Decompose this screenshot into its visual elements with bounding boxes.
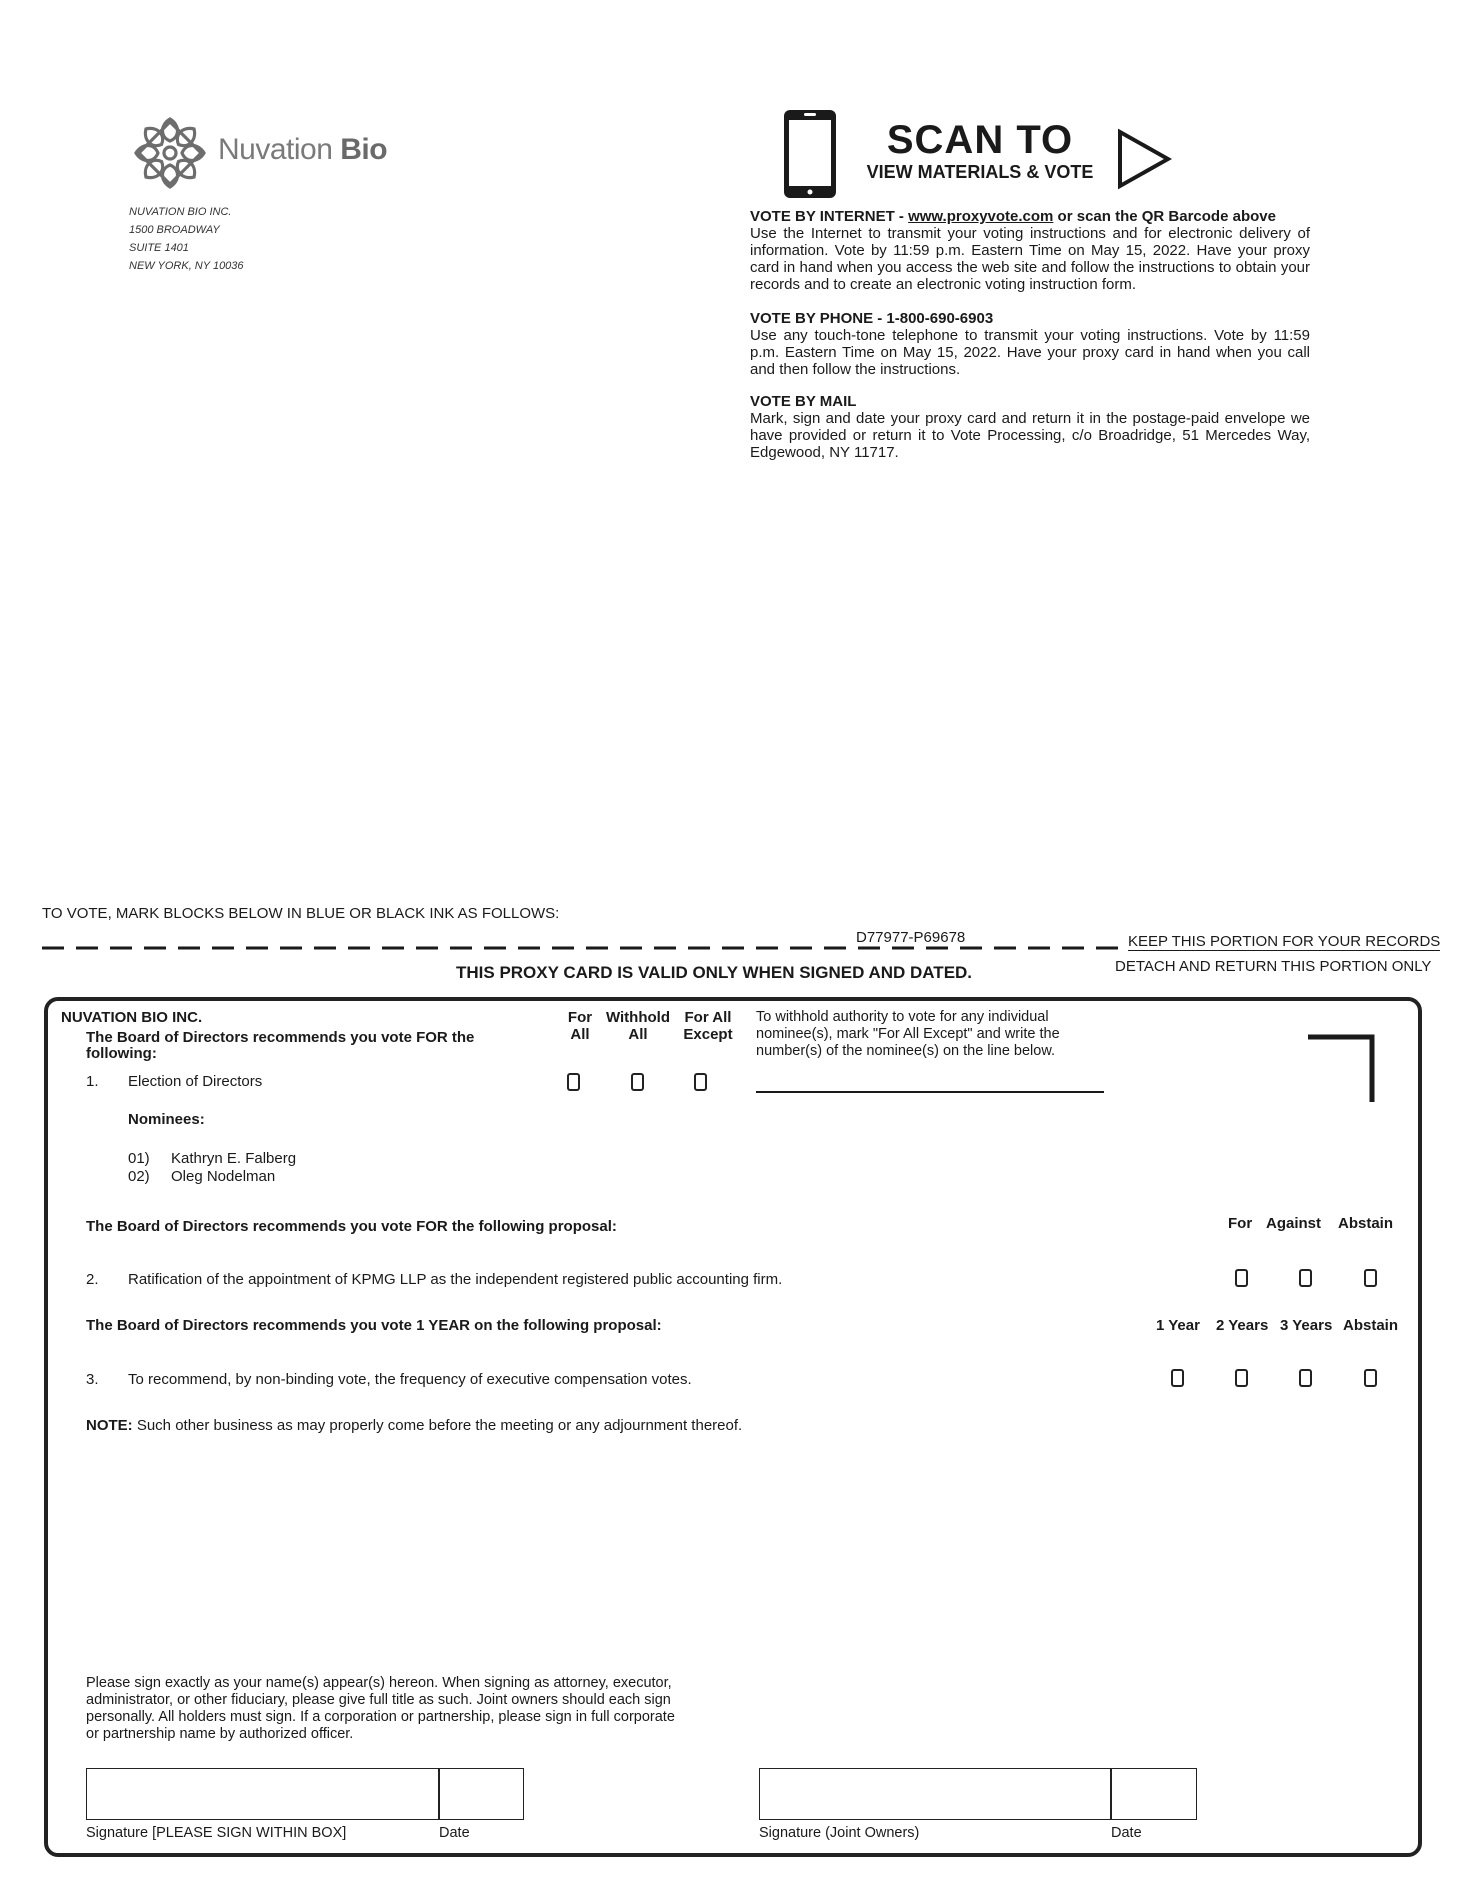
rec1-line2: following:: [86, 1045, 157, 1062]
col-1-year: 1 Year: [1156, 1317, 1200, 1334]
checkbox-item2-for[interactable]: [1235, 1269, 1248, 1287]
joint-date-label: Date: [1111, 1825, 1142, 1841]
valid-notice: THIS PROXY CARD IS VALID ONLY WHEN SIGNED AND DATED.: [456, 963, 973, 982]
signature-date-divider: [438, 1768, 440, 1820]
item2-number: 2.: [86, 1271, 99, 1288]
detach-line: [42, 946, 1124, 950]
control-number: D77977-P69678: [856, 929, 966, 946]
checkbox-for-all-except[interactable]: [694, 1073, 707, 1091]
col-for-all: [560, 1009, 600, 1043]
proxyvote-link[interactable]: www.proxyvote.com: [908, 208, 1054, 225]
withhold-note-line: To withhold authority to vote for any individual: [756, 1009, 1049, 1025]
sign-instructions-line: or partnership name by authorized officer.: [86, 1726, 354, 1742]
col-for-all-except: [668, 1009, 748, 1043]
item3-text: To recommend, by non-binding vote, the frequency of executive compensation votes.: [128, 1371, 692, 1388]
vote-by-internet: [750, 208, 1310, 293]
vote-by-phone: [750, 310, 1310, 378]
checkbox-for-all[interactable]: [567, 1073, 580, 1091]
vote-mail-body: Mark, sign and date your proxy card and return it in the postage-paid envelope we have provided or return it to Vote Processing, c/o Broadridge, 51 Mercedes Way, Edgewood, NY 11717.: [750, 410, 1310, 461]
rec3: The Board of Directors recommends you vote 1 YEAR on the following proposal:: [86, 1317, 662, 1334]
withhold-note-line: number(s) of the nominee(s) on the line below.: [756, 1043, 1056, 1059]
address-line: SUITE 1401: [129, 242, 189, 254]
rec2: The Board of Directors recommends you vote FOR the following proposal:: [86, 1218, 617, 1235]
col-abstain: Abstain: [1338, 1215, 1394, 1232]
sign-instructions: [86, 1675, 675, 1743]
vote-by-mail: [750, 393, 1310, 461]
col-for-all-line2: All: [570, 1026, 590, 1043]
logo-name-light: Nuvation: [218, 133, 333, 166]
item1-text: Election of Directors: [128, 1073, 263, 1090]
checkbox-item3-abstain[interactable]: [1364, 1369, 1377, 1387]
rec1-line1: The Board of Directors recommends you vote FOR the: [86, 1029, 475, 1046]
ballot-card: [44, 997, 1422, 1857]
except-write-in-line[interactable]: [756, 1091, 1104, 1093]
item1-number: 1.: [86, 1073, 99, 1090]
col-3-years: 3 Years: [1280, 1317, 1333, 1334]
address-line: 1500 BROADWAY: [129, 224, 220, 236]
col-withhold-all: [598, 1009, 678, 1043]
vote-phone-body: Use any touch-tone telephone to transmit your voting instructions. Vote by 11:59 p.m. Eastern Time on May 15, 2022. Have your proxy card in hand when you call and then follow the instructions.: [750, 327, 1310, 378]
note: [86, 1417, 742, 1434]
col-abstain-item3: Abstain: [1343, 1317, 1399, 1334]
withhold-note-line: nominee(s), mark "For All Except" and write the: [756, 1026, 1060, 1042]
logo-name-bold: Bio: [340, 133, 388, 166]
company-address: [129, 203, 244, 275]
address-line: NEW YORK, NY 10036: [129, 260, 244, 272]
checkbox-item3-1-year[interactable]: [1171, 1369, 1184, 1387]
address-line: NUVATION BIO INC.: [129, 206, 232, 218]
col-withhold-line1: Withhold: [605, 1009, 670, 1026]
play-arrow-icon: [1116, 128, 1172, 190]
col-withhold-line2: All: [628, 1026, 648, 1043]
note-text: Such other business as may properly come before the meeting or any adjournment thereof.: [132, 1417, 743, 1434]
col-except-line2: Except: [683, 1026, 733, 1043]
sign-instructions-line: personally. All holders must sign. If a corporation or partnership, please sign in full corporate: [86, 1709, 675, 1725]
nominee-name: Oleg Nodelman: [171, 1168, 276, 1185]
ballot-company: NUVATION BIO INC.: [61, 1009, 203, 1026]
date-label: Date: [439, 1825, 470, 1841]
withhold-note: [756, 1009, 1060, 1060]
vote-mail-heading: VOTE BY MAIL: [750, 393, 857, 410]
sign-instructions-line: administrator, or other fiduciary, please give full title as such. Joint owners should each sign: [86, 1692, 671, 1708]
checkbox-withhold-all[interactable]: [631, 1073, 644, 1091]
col-except-line1: For All: [684, 1009, 732, 1026]
vote-phone-heading: VOTE BY PHONE - 1-800-690-6903: [750, 310, 994, 327]
vote-internet-body: Use the Internet to transmit your voting instructions and for electronic delivery of information. Vote by 11:59 p.m. Eastern Time on May 15, 2022. Have your proxy card in hand when you access the web site and follow the instructions to obtain your records and to create an electronic voting instruction form.: [750, 225, 1310, 293]
checkbox-item3-2-years[interactable]: [1235, 1369, 1248, 1387]
corner-mark-icon: [1306, 1034, 1376, 1104]
phone-icon: [782, 108, 838, 200]
signature-label: Signature [PLEASE SIGN WITHIN BOX]: [86, 1825, 347, 1841]
col-for: For: [1228, 1215, 1253, 1232]
checkbox-item2-against[interactable]: [1299, 1269, 1312, 1287]
nominee-number: 01): [128, 1150, 150, 1167]
col-2-years: 2 Years: [1216, 1317, 1269, 1334]
vote-internet-heading: [750, 208, 1310, 225]
vote-internet-label: VOTE BY INTERNET -: [750, 208, 909, 225]
keep-portion-label: [1128, 933, 1440, 951]
joint-signature-label: Signature (Joint Owners): [759, 1825, 920, 1841]
joint-signature-box[interactable]: [759, 1768, 1197, 1820]
note-label: NOTE:: [86, 1417, 133, 1434]
detach-portion-label: DETACH AND RETURN THIS PORTION ONLY: [1115, 958, 1432, 975]
joint-signature-date-divider: [1110, 1768, 1112, 1820]
nominees-label: Nominees:: [128, 1111, 205, 1128]
scan-title: SCAN TO: [886, 118, 1074, 162]
checkbox-item2-abstain[interactable]: [1364, 1269, 1377, 1287]
signature-box[interactable]: [86, 1768, 524, 1820]
col-against: Against: [1266, 1215, 1322, 1232]
keep-portion-text: KEEP THIS PORTION FOR YOUR RECORDS: [1128, 933, 1441, 950]
item3-number: 3.: [86, 1371, 99, 1388]
nuvation-logo-icon: [130, 113, 210, 193]
company-logo-text: [218, 133, 387, 167]
sign-instructions-line: Please sign exactly as your name(s) appear(s) hereon. When signing as attorney, executor,: [86, 1675, 672, 1691]
checkbox-item3-3-years[interactable]: [1299, 1369, 1312, 1387]
scan-subtitle: VIEW MATERIALS & VOTE: [866, 162, 1094, 182]
col-for-all-line1: For: [567, 1009, 593, 1026]
item2-text: Ratification of the appointment of KPMG LLP as the independent registered public accounting firm.: [128, 1271, 783, 1288]
nominee-number: 02): [128, 1168, 150, 1185]
nominee-name: Kathryn E. Falberg: [171, 1150, 297, 1167]
to-vote-instructions: TO VOTE, MARK BLOCKS BELOW IN BLUE OR BLACK INK AS FOLLOWS:: [42, 905, 560, 922]
vote-internet-suffix: or scan the QR Barcode above: [1053, 208, 1276, 225]
